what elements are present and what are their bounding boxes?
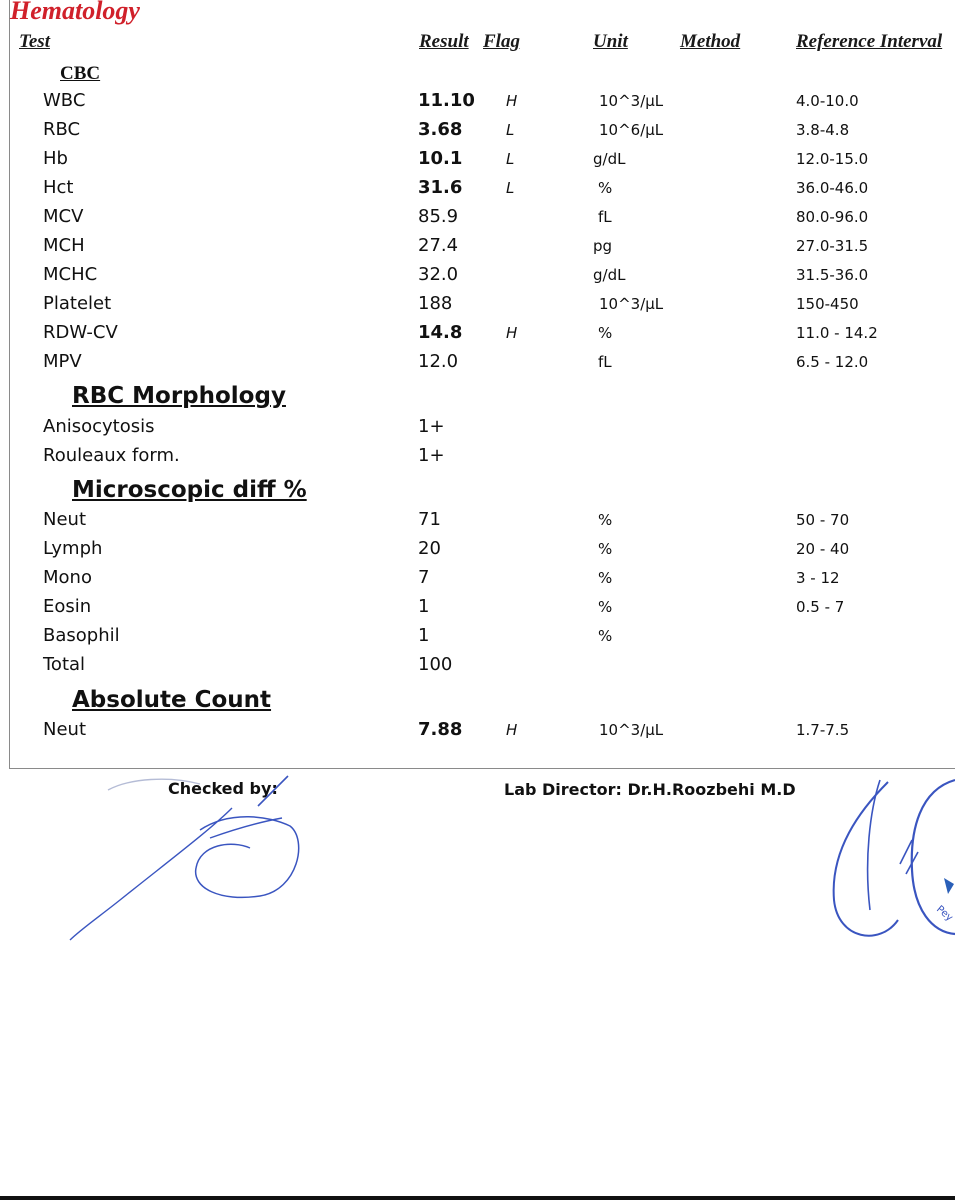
test-result: 10.1 — [418, 148, 463, 169]
table-row — [0, 203, 955, 231]
test-reference: 3.8-4.8 — [796, 121, 850, 139]
table-row — [0, 116, 955, 144]
section-title: Hematology — [10, 0, 140, 25]
test-name: Anisocytosis — [43, 416, 155, 437]
test-unit: fL — [598, 208, 612, 226]
test-reference: 20 - 40 — [796, 540, 850, 558]
column-unit: Unit — [593, 31, 628, 52]
test-result: 7 — [418, 567, 430, 588]
table-row — [0, 348, 955, 376]
page-bottom-border — [0, 1196, 955, 1200]
test-name: MCHC — [43, 264, 98, 285]
test-unit: % — [598, 511, 613, 529]
column-method: Method — [680, 31, 741, 52]
column-result: Result — [419, 31, 469, 52]
column-flag: Flag — [483, 31, 520, 52]
table-row — [0, 535, 955, 563]
test-name: Eosin — [43, 596, 92, 617]
test-unit: fL — [598, 353, 612, 371]
test-name: MCV — [43, 206, 84, 227]
test-unit: % — [598, 627, 613, 645]
test-reference: 80.0-96.0 — [796, 208, 869, 226]
test-reference: 11.0 - 14.2 — [796, 324, 878, 342]
test-flag: H — [506, 721, 518, 739]
lab-director-stamp — [820, 770, 955, 950]
lab-director-label: Lab Director: Dr.H.Roozbehi M.D — [504, 780, 796, 799]
test-result: 20 — [418, 538, 441, 559]
test-name: Basophil — [43, 625, 120, 646]
table-row — [0, 651, 955, 679]
test-result: 3.68 — [418, 119, 463, 140]
test-unit: % — [598, 179, 613, 197]
test-flag: L — [506, 150, 515, 168]
test-flag: H — [506, 324, 518, 342]
table-row — [0, 506, 955, 534]
test-unit: g/dL — [593, 266, 626, 284]
table-row — [0, 564, 955, 592]
test-result: 71 — [418, 509, 441, 530]
test-reference: 3 - 12 — [796, 569, 840, 587]
test-name: Mono — [43, 567, 92, 588]
column-reference: Reference Interval — [796, 31, 943, 52]
table-row — [0, 593, 955, 621]
test-result: 27.4 — [418, 235, 459, 256]
test-result: 32.0 — [418, 264, 459, 285]
column-test: Test — [19, 31, 50, 52]
test-result: 188 — [418, 293, 453, 314]
test-name: RBC — [43, 119, 81, 140]
test-reference: 1.7-7.5 — [796, 721, 850, 739]
test-reference: 4.0-10.0 — [796, 92, 859, 110]
test-name: WBC — [43, 90, 86, 111]
test-name: Neut — [43, 509, 87, 530]
test-flag: H — [506, 92, 518, 110]
table-row — [0, 87, 955, 115]
test-unit: % — [598, 569, 613, 587]
test-reference: 0.5 - 7 — [796, 598, 845, 616]
test-name: Total — [43, 654, 86, 675]
test-unit: pg — [593, 237, 613, 255]
test-unit: % — [598, 598, 613, 616]
test-unit: 10^6/µL — [599, 121, 664, 139]
test-unit: % — [598, 540, 613, 558]
test-result: 1 — [418, 596, 430, 617]
test-reference: 150-450 — [796, 295, 859, 313]
test-name: Rouleaux form. — [43, 445, 180, 466]
table-row — [0, 174, 955, 202]
test-name: Platelet — [43, 293, 112, 314]
test-name: MCH — [43, 235, 85, 256]
test-result: 31.6 — [418, 177, 463, 198]
test-name: MPV — [43, 351, 82, 372]
test-result: 85.9 — [418, 206, 459, 227]
test-name: Hct — [43, 177, 74, 198]
test-unit: 10^3/µL — [599, 295, 664, 313]
test-flag: L — [506, 121, 515, 139]
rbc-morphology-heading: RBC Morphology — [72, 383, 286, 409]
test-name: RDW-CV — [43, 322, 118, 343]
table-row — [0, 622, 955, 650]
table-row — [0, 716, 955, 744]
signature-checker — [60, 770, 320, 950]
stamp-text: Pey — [934, 903, 955, 924]
test-reference: 27.0-31.5 — [796, 237, 869, 255]
absolute-count-heading: Absolute Count — [72, 687, 272, 713]
test-result: 1 — [418, 625, 430, 646]
test-unit: g/dL — [593, 150, 626, 168]
test-result: 100 — [418, 654, 453, 675]
test-name: Neut — [43, 719, 87, 740]
test-result: 14.8 — [418, 322, 463, 343]
test-unit: % — [598, 324, 613, 342]
table-row — [0, 442, 955, 470]
table-row — [0, 290, 955, 318]
test-reference: 36.0-46.0 — [796, 179, 869, 197]
checked-by-label: Checked by: — [168, 779, 278, 798]
test-unit: 10^3/µL — [599, 721, 664, 739]
test-reference: 12.0-15.0 — [796, 150, 869, 168]
table-row — [0, 261, 955, 289]
test-result: 7.88 — [418, 719, 463, 740]
test-unit: 10^3/µL — [599, 92, 664, 110]
table-row — [0, 319, 955, 347]
test-result: 12.0 — [418, 351, 459, 372]
test-reference: 6.5 - 12.0 — [796, 353, 869, 371]
test-name: Hb — [43, 148, 68, 169]
table-row — [0, 232, 955, 260]
table-row — [0, 145, 955, 173]
test-reference: 31.5-36.0 — [796, 266, 869, 284]
cbc-label: CBC — [60, 63, 101, 84]
table-row — [0, 413, 955, 441]
test-result: 1+ — [418, 445, 445, 466]
test-flag: L — [506, 179, 515, 197]
test-result: 11.10 — [418, 90, 475, 111]
test-name: Lymph — [43, 538, 103, 559]
test-result: 1+ — [418, 416, 445, 437]
microscopic-diff-heading: Microscopic diff % — [72, 477, 307, 503]
test-reference: 50 - 70 — [796, 511, 850, 529]
